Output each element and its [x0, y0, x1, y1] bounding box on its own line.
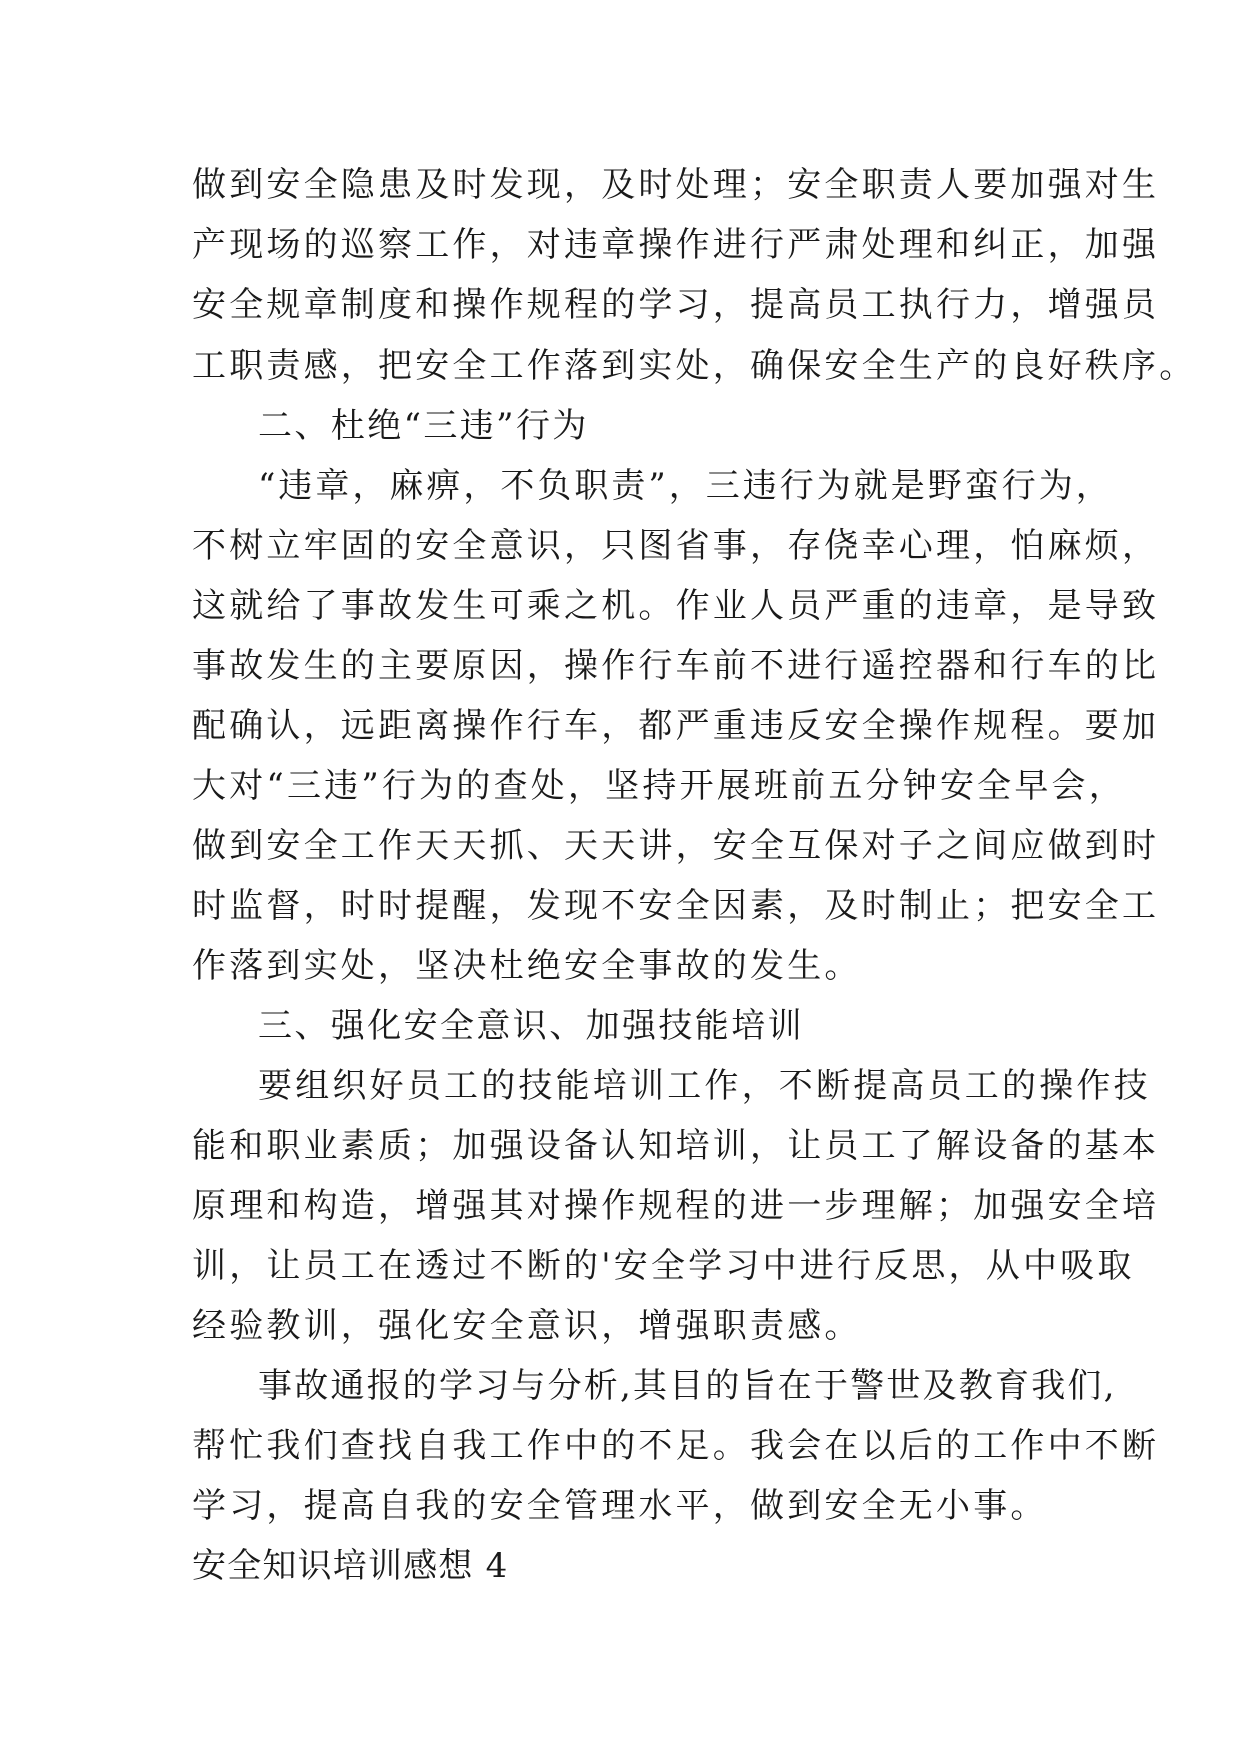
body-text-line: 事故通报的学习与分析,其目的旨在于警世及教育我们,: [258, 1366, 1117, 1406]
body-text-line: 能和职业素质；加强设备认知培训，让员工了解设备的基本: [192, 1126, 1160, 1166]
section-heading: 二、杜绝“三违”行为: [258, 406, 589, 446]
body-text-line: 训，让员工在透过不断的'安全学习中进行反思，从中吸取: [192, 1246, 1135, 1286]
body-text-line: 这就给了事故发生可乘之机。作业人员严重的违章，是导致: [192, 586, 1160, 626]
document-title: 安全知识培训感想 4: [192, 1546, 509, 1586]
body-text-line: 作落到实处，坚决杜绝安全事故的发生。: [192, 946, 862, 986]
section-heading: 三、强化安全意识、加强技能培训: [258, 1006, 804, 1046]
body-text-line: 时监督，时时提醒，发现不安全因素，及时制止；把安全工: [192, 886, 1160, 926]
body-text-line: 事故发生的主要原因，操作行车前不进行遥控器和行车的比: [192, 646, 1160, 686]
body-text-line: 做到安全工作天天抓、天天讲，安全互保对子之间应做到时: [192, 826, 1160, 866]
body-text-line: 产现场的巡察工作，对违章操作进行严肃处理和纠正，加强: [192, 225, 1160, 265]
body-text-line: 不树立牢固的安全意识，只图省事，存侥幸心理，怕麻烦，: [192, 526, 1160, 566]
body-text-line: 做到安全隐患及时发现，及时处理；安全职责人要加强对生: [192, 165, 1160, 205]
body-text-line: 安全规章制度和操作规程的学习，提高员工执行力，增强员: [192, 285, 1160, 325]
body-text-line: 原理和构造，增强其对操作规程的进一步理解；加强安全培: [192, 1186, 1160, 1226]
body-text-line: 要组织好员工的技能培训工作，不断提高员工的操作技: [258, 1066, 1151, 1106]
body-text-line: 大对“三违”行为的查处，坚持开展班前五分钟安全早会，: [192, 766, 1126, 806]
body-text-line: 学习，提高自我的安全管理水平，做到安全无小事。: [192, 1486, 1048, 1526]
body-text-line: 配确认，远距离操作行车，都严重违反安全操作规程。要加: [192, 706, 1160, 746]
body-text-line: 工职责感，把安全工作落到实处，确保安全生产的良好秩序。: [192, 346, 1197, 386]
body-text-line: 帮忙我们查找自我工作中的不足。我会在以后的工作中不断: [192, 1426, 1160, 1466]
body-text-line: “违章，麻痹，不负职责”，三违行为就是野蛮行为，: [258, 466, 1113, 506]
body-text-line: 经验教训，强化安全意识，增强职责感。: [192, 1306, 862, 1346]
